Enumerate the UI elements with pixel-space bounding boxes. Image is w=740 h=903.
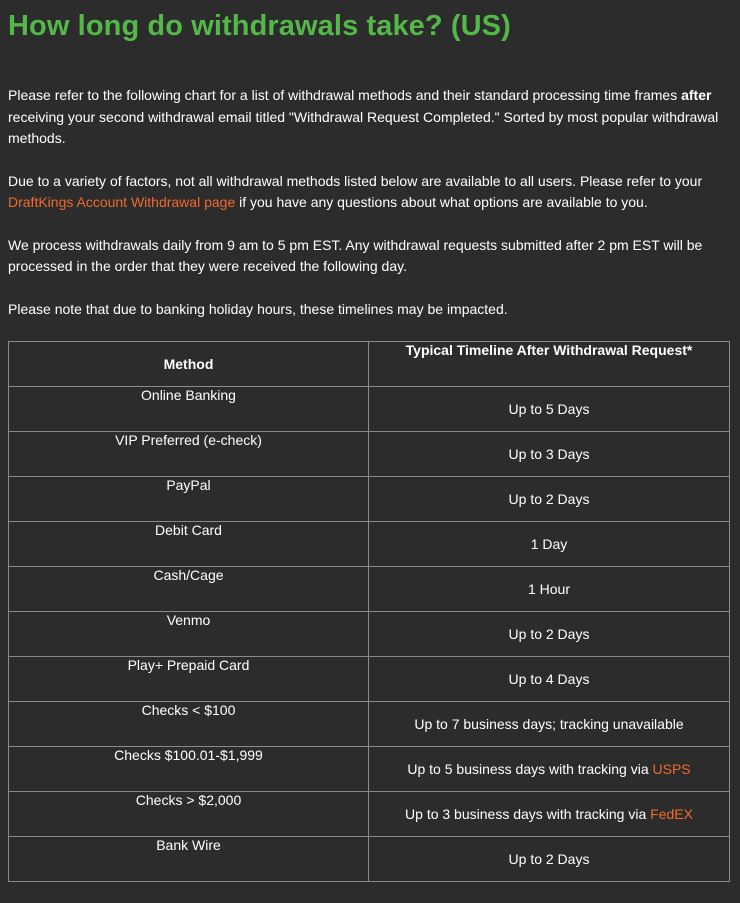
method-cell: Debit Card: [9, 522, 369, 567]
table-row: [9, 702, 730, 747]
table-row: [9, 657, 730, 702]
table-row: [9, 567, 730, 612]
timeline-cell: Up to 2 Days: [369, 477, 730, 522]
header-method: Method: [9, 342, 369, 387]
method-cell: Venmo: [9, 612, 369, 657]
table-row: [9, 747, 730, 792]
intro-paragraph-2: [8, 171, 730, 214]
fedex-link[interactable]: FedEX: [650, 806, 693, 822]
method-cell: Online Banking: [9, 387, 369, 432]
table-header-row: [9, 342, 730, 387]
header-timeline: Typical Timeline After Withdrawal Request*: [369, 342, 730, 387]
timeline-cell: Up to 4 Days: [369, 657, 730, 702]
timeline-cell: Up to 5 Days: [369, 387, 730, 432]
table-row: [9, 387, 730, 432]
timeline-text: Up to 5 business days with tracking via: [407, 761, 649, 777]
intro-paragraph-1: [8, 85, 730, 150]
intro-p1-rest: receiving your second withdrawal email titled "Withdrawal Request Completed." Sorted by most popular withdrawal methods.: [8, 108, 719, 146]
usps-link[interactable]: USPS: [652, 761, 691, 777]
table-row: [9, 837, 730, 882]
timeline-cell: [369, 747, 730, 792]
intro-paragraph-4: Please note that due to banking holiday hours, these timelines may be impacted.: [8, 300, 508, 317]
timeline-cell: Up to 3 Days: [369, 432, 730, 477]
withdrawal-timeline-table: [8, 341, 730, 882]
timeline-cell: Up to 2 Days: [369, 612, 730, 657]
method-cell: Checks > $2,000: [9, 792, 369, 837]
intro-p2-rest: if you have any questions about what options are available to you.: [239, 194, 648, 210]
timeline-cell: 1 Hour: [369, 567, 730, 612]
table-row: [9, 792, 730, 837]
table-row: [9, 432, 730, 477]
intro-p1-bold: after: [681, 87, 712, 103]
table-row: [9, 522, 730, 567]
intro-p1-text: Please refer to the following chart for a list of withdrawal methods and their standard processing time frames: [8, 87, 678, 103]
method-cell: Bank Wire: [9, 837, 369, 882]
intro-p2-text: Due to a variety of factors, not all withdrawal methods listed below are available to all users. Please refer to your: [8, 172, 703, 189]
method-cell: PayPal: [9, 477, 369, 522]
table-row: [9, 612, 730, 657]
method-cell: Checks < $100: [9, 702, 369, 747]
method-cell: Cash/Cage: [9, 567, 369, 612]
timeline-text: Up to 3 business days with tracking via: [405, 806, 647, 822]
timeline-cell: Up to 7 business days; tracking unavailable: [369, 702, 730, 747]
timeline-cell: 1 Day: [369, 522, 730, 567]
table-row: [9, 477, 730, 522]
timeline-cell: [369, 792, 730, 837]
method-cell: Play+ Prepaid Card: [9, 657, 369, 702]
account-withdrawal-link[interactable]: DraftKings Account Withdrawal page: [8, 194, 236, 210]
method-cell: VIP Preferred (e-check): [9, 432, 369, 477]
page-title: How long do withdrawals take? (US): [8, 10, 511, 42]
timeline-cell: Up to 2 Days: [369, 837, 730, 882]
method-cell: Checks $100.01-$1,999: [9, 747, 369, 792]
intro-paragraph-3: We process withdrawals daily from 9 am to 5 pm EST. Any withdrawal requests submitted after 2 pm EST will be processed in the order that they were received the following day.: [8, 236, 703, 274]
